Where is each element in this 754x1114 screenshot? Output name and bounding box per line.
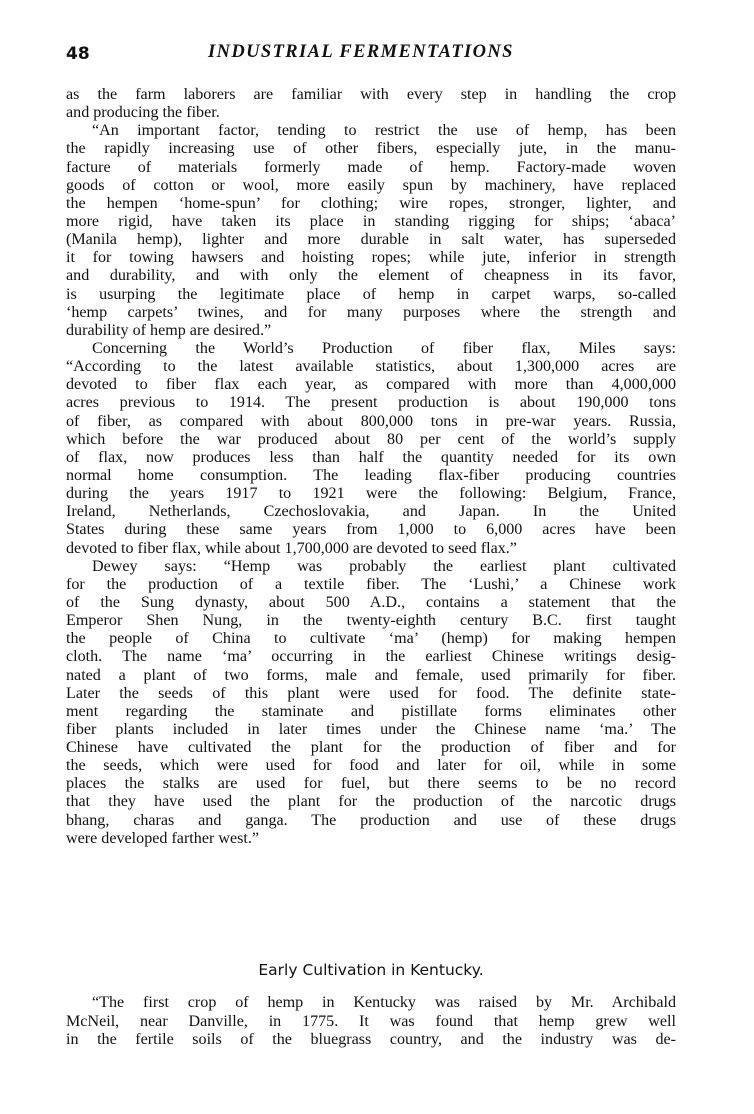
text-line: that they have used the plant for the production of the narcotic drugs: [66, 793, 676, 811]
text-line: nated a plant of two forms, male and female, used primarily for fiber.: [66, 666, 676, 684]
text-line: and producing the fiber.: [66, 104, 220, 122]
text-line: States during these same years from 1,000 to 6,000 acres have been: [66, 521, 676, 539]
text-line: is usurping the legitimate place of hemp in carpet warps, so-called: [66, 285, 676, 303]
running-title: INDUSTRIAL FERMENTATIONS: [208, 42, 514, 62]
text-line: and durability, and with only the element of cheapness in its favor,: [66, 267, 676, 285]
text-line: ment regarding the staminate and pistillate forms eliminates other: [66, 702, 676, 720]
text-line: of fiber, as compared with about 800,000 tons in pre-war years. Russia,: [66, 412, 676, 430]
text-line: places the stalks are used for fuel, but there seems to be no record: [66, 775, 676, 793]
text-line: Dewey says: “Hemp was probably the earliest plant cultivated: [92, 557, 676, 575]
text-line: Chinese have cultivated the plant for the production of fiber and for: [66, 739, 676, 757]
text-line: were developed farther west.”: [66, 829, 260, 847]
text-line: “An important factor, tending to restrict the use of hemp, has been: [92, 122, 676, 140]
text-line: the people of China to cultivate ‘ma’ (hemp) for making hempen: [66, 630, 676, 648]
text-line: more rigid, have taken its place in standing rigging for ships; ‘abaca’: [66, 212, 676, 230]
text-line: durability of hemp are desired.”: [66, 321, 272, 339]
text-line: facture of materials formerly made of hemp. Factory-made woven: [66, 158, 676, 176]
text-line: for the production of a textile fiber. The ‘Lushi,’ a Chinese work: [66, 575, 676, 593]
text-line: during the years 1917 to 1921 were the following: Belgium, France,: [66, 485, 676, 503]
text-line: devoted to fiber flax each year, as compared with more than 4,000,000: [66, 376, 676, 394]
text-line: “The first crop of hemp in Kentucky was raised by Mr. Archibald: [92, 994, 676, 1011]
text-line: in the fertile soils of the bluegrass country, and the industry was de-: [66, 1031, 676, 1048]
text-line: devoted to fiber flax, while about 1,700,000 are devoted to seed flax.”: [66, 539, 517, 557]
text-line: of flax, now produces less than half the quantity needed for its own: [66, 448, 676, 466]
text-line: Later the seeds of this plant were used for food. The definite state-: [66, 684, 676, 702]
text-line: Concerning the World’s Production of fiber flax, Miles says:: [92, 339, 676, 357]
text-line: the seeds, which were used for food and later for oil, while in some: [66, 757, 676, 775]
page-number: 48: [66, 44, 90, 64]
text-line: (Manila hemp), lighter and more durable in salt water, has superseded: [66, 231, 676, 249]
page-header: [66, 38, 676, 68]
body-text: [66, 86, 676, 848]
text-line: Ireland, Netherlands, Czechoslovakia, and Japan. In the United: [66, 503, 676, 521]
text-line: Emperor Shen Nung, in the twenty-eighth century B.C. first taught: [66, 612, 676, 630]
text-line: bhang, charas and ganga. The production and use of these drugs: [66, 811, 676, 829]
text-line: it for towing hawsers and hoisting ropes; while jute, inferior in strength: [66, 249, 676, 267]
section-text: [66, 994, 676, 1050]
text-line: acres previous to 1914. The present production is about 190,000 tons: [66, 394, 676, 412]
text-line: the hempen ‘home-spun’ for clothing; wire ropes, stronger, lighter, and: [66, 194, 676, 212]
text-line: fiber plants included in later times under the Chinese name ‘ma.’ The: [66, 720, 676, 738]
text-line: of the Sung dynasty, about 500 A.D., contains a statement that the: [66, 593, 676, 611]
text-line: the rapidly increasing use of other fibers, especially jute, in the manu-: [66, 140, 676, 158]
text-line: as the farm laborers are familiar with every step in handling the crop: [66, 86, 676, 103]
text-line: normal home consumption. The leading flax-fiber producing countries: [66, 466, 676, 484]
text-line: “According to the latest available statistics, about 1,300,000 acres are: [66, 358, 676, 376]
text-line: ‘hemp carpets’ twines, and for many purposes where the strength and: [66, 303, 676, 321]
text-line: McNeil, near Danville, in 1775. It was found that hemp grew well: [66, 1012, 676, 1030]
text-line: cloth. The name ‘ma’ occurring in the earliest Chinese writings desig-: [66, 648, 676, 666]
text-line: which before the war produced about 80 per cent of the world’s supply: [66, 430, 676, 448]
text-line: goods of cotton or wool, more easily spun by machinery, have replaced: [66, 176, 676, 194]
section-heading: Early Cultivation in Kentucky.: [258, 961, 484, 979]
